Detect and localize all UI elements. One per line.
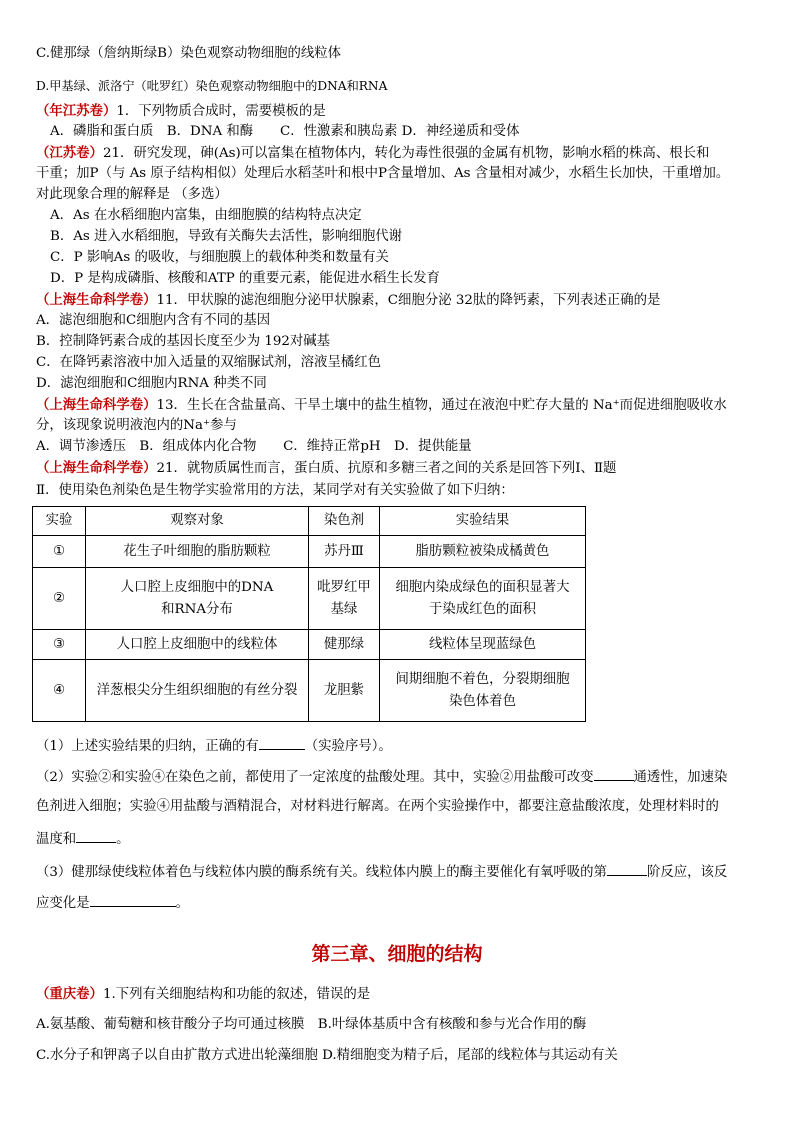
option-d: D．滤泡细胞和C细胞内RNA 种类不同 <box>36 376 267 391</box>
option-b: B．As 进入水稻细胞，导致有关酶失去活性，影响细胞代谢 <box>50 229 403 244</box>
header-cell: 实验结果 <box>380 507 586 536</box>
cell-dye: 吡罗红甲基绿 <box>309 568 380 630</box>
answer-blank[interactable] <box>594 766 634 781</box>
source-tag: （年江苏卷） <box>36 103 117 119</box>
text: 温度和 <box>36 832 77 847</box>
source-tag: （江苏卷） <box>36 145 103 161</box>
stem-text: 1.下列有关细胞结构和功能的叙述，错误的是 <box>102 987 371 1002</box>
question-sh11-stem <box>36 290 660 311</box>
subquestion-3 <box>36 861 727 883</box>
chapter-title: 第三章、细胞的结构 <box>311 943 483 965</box>
table-row <box>33 630 586 660</box>
text: （3）健那绿使线粒体着色与线粒体内膜的酶系统有关。线粒体内膜上的酶主要催化有氧呼吸的第 <box>36 865 607 880</box>
option-a: A．As 在水稻细胞内富集，由细胞膜的结构特点决定 <box>50 208 362 223</box>
cell-no: ③ <box>33 630 86 660</box>
table-row <box>33 536 586 568</box>
answer-blank[interactable] <box>259 735 305 750</box>
table-row <box>33 660 586 722</box>
option-c: C．P 影响As 的吸收，与细胞膜上的载体种类和数量有关 <box>50 250 389 265</box>
answer-blank[interactable] <box>90 892 176 907</box>
text: 。 <box>175 896 189 911</box>
cell-no: ④ <box>33 660 86 722</box>
option-d: D．P 是构成磷脂、核酸和ATP 的重要元素，能促进水稻生长发育 <box>50 271 440 286</box>
header-cell: 观察对象 <box>86 507 309 536</box>
header-cell: 染色剂 <box>309 507 380 536</box>
cell-dye: 苏丹Ⅲ <box>309 536 380 568</box>
text: （2）实验②和实验④在染色之前，都使用了一定浓度的盐酸处理。其中，实验②用盐酸可改变 <box>36 770 594 785</box>
stem-text: 21．就物质属性而言，蛋白质、抗原和多糖三者之间的关系是回答下列Ⅰ、Ⅱ题 <box>156 461 617 476</box>
text: 通透性，加速染 <box>633 770 728 785</box>
question-js1-options: A．磷脂和蛋白质 B．DNA 和酶 C．性激素和胰岛素 D．神经递质和受体 <box>50 124 520 139</box>
text: （实验序号）。 <box>304 739 392 754</box>
question-sh13-options: A．调节渗透压 B．组成体内化合物 C．维持正常pH D．提供能量 <box>36 439 472 454</box>
question-sh21-stem <box>36 458 616 479</box>
stem-text: 11．甲状腺的滤泡细胞分泌甲状腺素，C细胞分泌 32肽的降钙素，下列表述正确的是 <box>156 293 661 308</box>
question-sh13-stem-2: 分，该现象说明液泡内的Na⁺参与 <box>36 418 237 433</box>
subquestion-2 <box>36 766 727 788</box>
question-cq1-options-ab: A.氨基酸、葡萄糖和核苷酸分子均可通过核膜 B.叶绿体基质中含有核酸和参与光合作用的酶 <box>36 1017 587 1032</box>
cell-result: 脂肪颗粒被染成橘黄色 <box>380 536 586 568</box>
text: 阶反应，该反 <box>646 865 728 880</box>
cell-result: 线粒体呈现蓝绿色 <box>380 630 586 660</box>
question-sh13-stem <box>36 395 727 416</box>
question-cq1-stem <box>36 984 370 1005</box>
stem-text: 1．下列物质合成时，需要模板的是 <box>116 104 326 119</box>
cell-dye: 龙胆紫 <box>309 660 380 722</box>
option-b: B．控制降钙素合成的基因长度至少为 192对碱基 <box>36 334 331 349</box>
source-tag: （上海生命科学卷） <box>36 292 157 308</box>
question-sh21-intro: Ⅱ．使用染色剂染色是生物学实验常用的方法，某同学对有关实验做了如下归纳： <box>36 483 514 498</box>
table-row <box>33 568 586 630</box>
option-c-janus: C.健那绿（詹纳斯绿B）染色观察动物细胞的线粒体 <box>36 46 342 61</box>
option-a: A．滤泡细胞和C细胞内含有不同的基因 <box>36 313 271 328</box>
cell-no: ① <box>33 536 86 568</box>
cell-no: ② <box>33 568 86 630</box>
cell-object: 人口腔上皮细胞中的线粒体 <box>86 630 309 660</box>
text: 应变化是 <box>36 896 90 911</box>
cell-result: 间期细胞不着色，分裂期细胞染色体着色 <box>380 660 586 722</box>
cell-dye: 健那绿 <box>309 630 380 660</box>
subquestion-2-line3 <box>36 828 130 850</box>
cell-object: 花生子叶细胞的脂肪颗粒 <box>86 536 309 568</box>
source-tag: （重庆卷） <box>36 986 103 1002</box>
text: 。 <box>116 832 130 847</box>
stem-text: 21．研究发现，砷(As)可以富集在植物体内，转化为毒性很强的金属有机物，影响水稻的株高、根长和 <box>102 146 710 161</box>
text: （1）上述实验结果的归纳，正确的有 <box>36 739 259 754</box>
subquestion-3-line2 <box>36 892 189 914</box>
answer-blank[interactable] <box>76 828 116 843</box>
cell-object: 洋葱根尖分生组织细胞的有丝分裂 <box>86 660 309 722</box>
source-tag: （上海生命科学卷） <box>36 397 157 413</box>
experiment-table <box>32 506 586 722</box>
stem-text: 13．生长在含盐量高、干旱土壤中的盐生植物，通过在液泡中贮存大量的 Na⁺而促进细胞吸收水 <box>156 398 727 413</box>
subquestion-2-line2: 色剂进入细胞；实验④用盐酸与酒精混合，对材料进行解离。在两个实验操作中，都要注意盐酸浓度，处理材料时的 <box>36 799 719 814</box>
question-js21-stem <box>36 143 709 164</box>
question-cq1-options-cd: C.水分子和钾离子以自由扩散方式进出轮藻细胞 D.精细胞变为精子后，尾部的线粒体与其运动有关 <box>36 1048 618 1063</box>
header-cell: 实验 <box>33 507 86 536</box>
question-js21-stem-2: 干重；加P（与 As 原子结构相似）处理后水稻茎叶和根中P含量增加、As 含量相对减少，水稻生长加快，干重增加。 <box>36 166 730 181</box>
option-d-methyl: D.甲基绿、派洛宁（吡罗红）染色观察动物细胞中的DNA和RNA <box>36 79 388 93</box>
cell-object: 人口腔上皮细胞中的DNA和RNA分布 <box>86 568 309 630</box>
option-c: C．在降钙素溶液中加入适量的双缩脲试剂，溶液呈橘红色 <box>36 355 382 370</box>
question-js21-stem-3: 对此现象合理的解释是 （多选） <box>36 187 228 202</box>
answer-blank[interactable] <box>607 861 647 876</box>
table-header-row <box>33 507 586 536</box>
question-js1-stem <box>36 101 326 122</box>
source-tag: （上海生命科学卷） <box>36 460 157 476</box>
subquestion-1 <box>36 735 392 757</box>
cell-result: 细胞内染成绿色的面积显著大于染成红色的面积 <box>380 568 586 630</box>
